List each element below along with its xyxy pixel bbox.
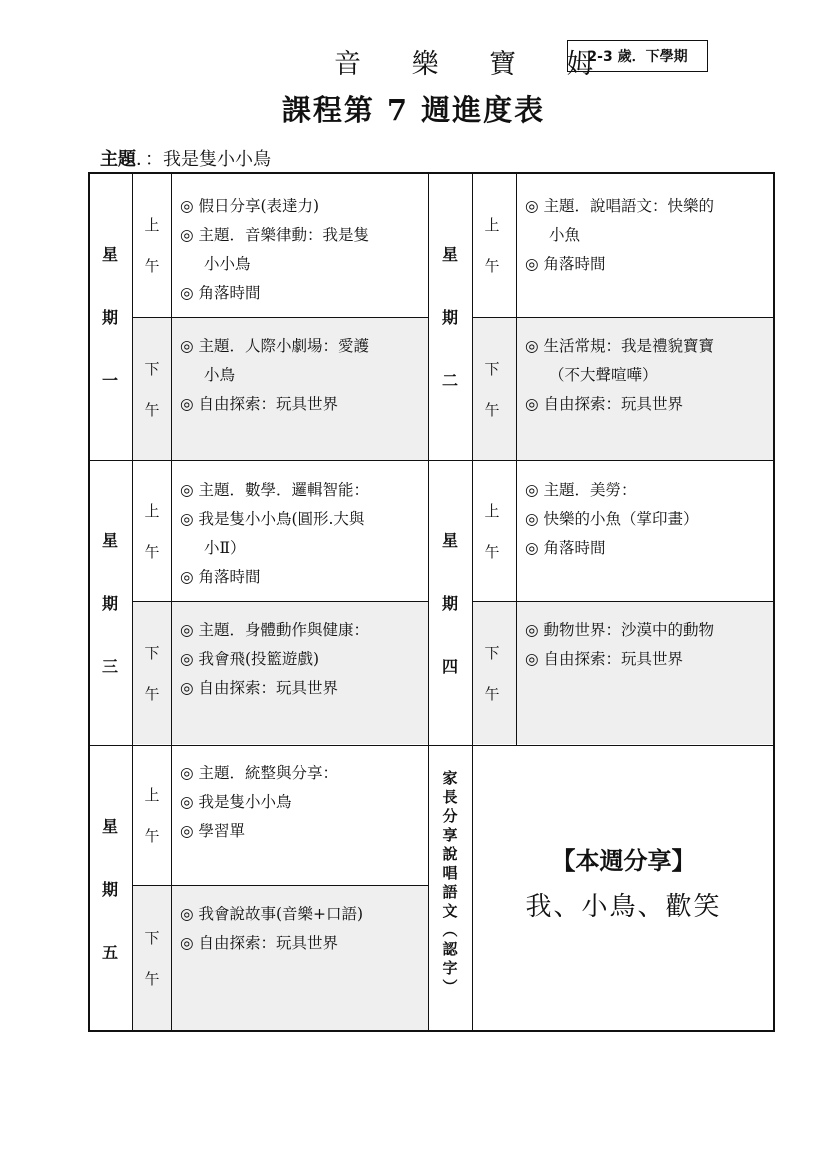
day-label-wednesday: 星 期 三 <box>101 531 118 676</box>
age-semester-badge: 2-3 歲．下學期 <box>567 40 708 72</box>
period-pm: 下 午 <box>144 359 160 419</box>
period-am: 上 午 <box>484 501 500 561</box>
theme-line <box>100 145 271 171</box>
cell-monday-am: ◎ 假日分享(表達力) ◎ 主題．音樂律動：我是隻 小小鳥 ◎ 角落時間 <box>180 197 369 302</box>
weekly-schedule-table <box>88 172 775 1032</box>
cell-monday-pm: ◎ 主題．人際小劇場：愛護 小鳥 ◎ 自由探索：玩具世界 <box>180 337 369 413</box>
day-label-friday: 星 期 五 <box>101 817 118 962</box>
weekly-share-title: 【本週分享】 <box>551 846 696 875</box>
cell-thursday-am: ◎ 主題．美勞： ◎ 快樂的小魚（掌印畫） ◎ 角落時間 <box>525 481 699 557</box>
weekly-share <box>472 822 775 942</box>
parent-share-label: 家 長 分 享 說 唱 語 文 ︵ 認 字 ︶ <box>442 769 458 996</box>
cell-friday-pm: ◎ 我會說故事(音樂+口語) ◎ 自由探索：玩具世界 <box>180 905 364 952</box>
period-am: 上 午 <box>484 215 500 275</box>
period-pm: 下 午 <box>484 359 500 419</box>
cell-friday-am: ◎ 主題．統整與分享： ◎ 我是隻小小鳥 ◎ 學習單 <box>180 764 338 840</box>
cell-wednesday-pm: ◎ 主題．身體動作與健康： ◎ 我會飛(投籃遊戲) ◎ 自由探索：玩具世界 <box>180 621 369 697</box>
cell-tuesday-am: ◎ 主題．說唱語文：快樂的 小魚 ◎ 角落時間 <box>525 197 714 273</box>
page-title: 課程第 7 週進度表 <box>281 93 546 127</box>
period-am: 上 午 <box>144 786 160 845</box>
cell-thursday-pm: ◎ 動物世界：沙漠中的動物 ◎ 自由探索：玩具世界 <box>525 621 714 668</box>
theme-label: 主題 <box>100 149 136 170</box>
period-pm: 下 午 <box>484 644 500 703</box>
period-am: 上 午 <box>144 501 160 561</box>
period-am: 上 午 <box>144 215 160 275</box>
cell-wednesday-am: ◎ 主題．數學．邏輯智能： ◎ 我是隻小小鳥(圓形.大與 小Ⅱ） ◎ 角落時間 <box>180 481 369 586</box>
day-label-thursday: 星 期 四 <box>441 531 458 676</box>
day-label-tuesday: 星 期 二 <box>441 244 458 390</box>
cell-tuesday-pm: ◎ 生活常規：我是禮貌寶寶 （不大聲喧嘩） ◎ 自由探索：玩具世界 <box>525 337 714 413</box>
day-label-monday: 星 期 一 <box>101 244 118 390</box>
weekly-share-words: 我、小鳥、歡笑 <box>525 892 722 922</box>
brand-title: 音 樂 寶 姆 <box>334 49 615 80</box>
period-pm: 下 午 <box>144 644 160 703</box>
theme-value: ．：我是隻小小鳥 <box>136 149 271 170</box>
period-pm: 下 午 <box>144 928 160 988</box>
